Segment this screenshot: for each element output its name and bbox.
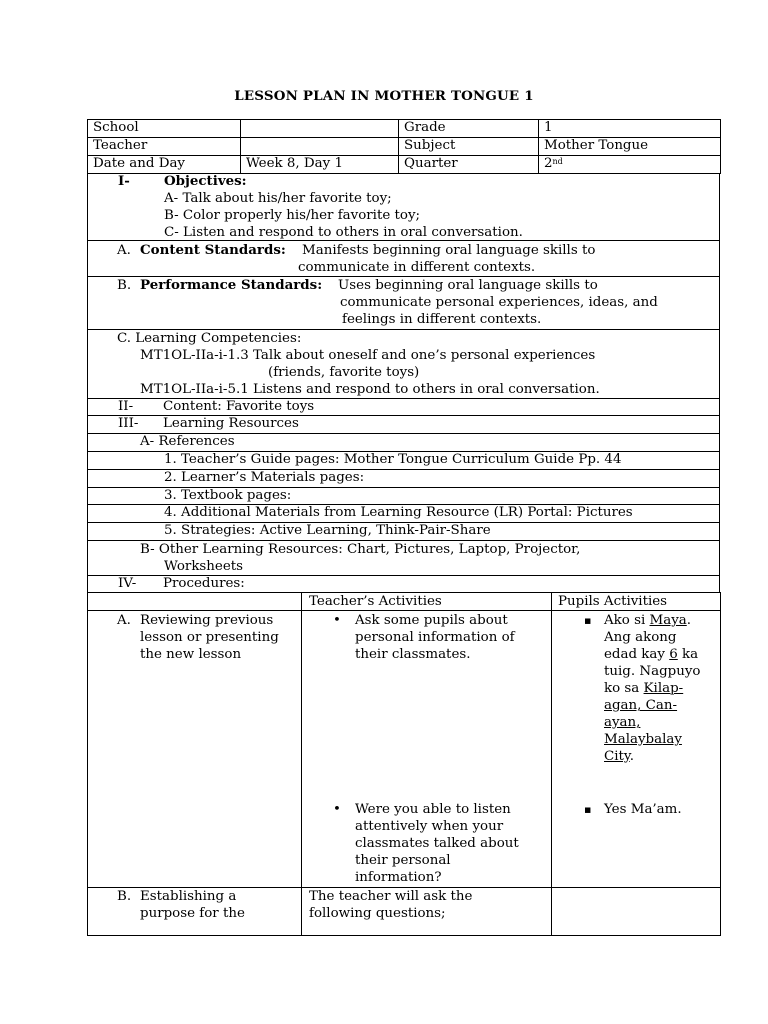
resources-block <box>87 416 720 434</box>
procedures-table <box>87 592 721 936</box>
row-a-label-cell <box>88 611 302 888</box>
other-resources-row <box>87 541 720 576</box>
competency-text: (friends, favorite toys) <box>268 365 420 380</box>
resource-item: 4. Additional Materials from Learning Resource (LR) Portal: Pictures <box>164 505 633 520</box>
row-a-prefix: A. <box>117 613 131 629</box>
resource-item: 1. Teacher’s Guide pages: Mother Tongue Curriculum Guide Pp. 44 <box>164 452 622 467</box>
pupil-activity-text: ayan, <box>604 715 641 731</box>
row-b-prefix: B. <box>117 889 132 905</box>
performance-standards-label: Performance Standards: <box>140 277 323 293</box>
pupils-activities-label: Pupils Activities <box>558 594 668 609</box>
resources-text: Learning Resources <box>163 416 299 431</box>
teacher-activities-label: Teacher’s Activities <box>309 594 442 609</box>
resource-item-row <box>87 452 720 470</box>
objective-item: B- Color properly his/her favorite toy; <box>164 208 421 223</box>
content-standards-text: communicate in different contexts. <box>298 260 536 275</box>
procedures-text: Procedures: <box>163 576 245 591</box>
pupil-activity-text: agan, Can- <box>604 698 678 714</box>
subject-label: Subject <box>399 138 539 156</box>
row-b-teacher-text: following questions; <box>309 906 446 922</box>
row-a-teacher-cell <box>302 611 552 888</box>
procedures-row <box>87 576 720 593</box>
objectives-numeral: I- <box>118 173 130 189</box>
performance-standards-block <box>87 277 720 330</box>
resources-numeral: III- <box>118 416 139 431</box>
competency-text: MT1OL-IIa-i-5.1 Listens and respond to others in oral conversation. <box>140 382 600 397</box>
resource-item-row <box>87 505 720 523</box>
competencies-heading: C. Learning Competencies: <box>117 331 302 346</box>
performance-standards-text: communicate personal experiences, ideas, and <box>340 295 658 310</box>
row-b-label: purpose for the <box>140 906 245 922</box>
resource-item: 3. Textbook pages: <box>164 488 292 503</box>
date-label: Date and Day <box>88 156 241 174</box>
row-b-label-cell <box>88 888 302 936</box>
teacher-activity-text: classmates talked about <box>355 836 519 852</box>
pupil-activity-bullet: ▪ Yes Ma’am. <box>604 801 682 818</box>
row-b-teacher-text: The teacher will ask the <box>309 889 473 905</box>
references-row <box>87 434 720 452</box>
references-text: A- References <box>140 434 235 449</box>
row-a-label: Reviewing previous <box>140 613 274 629</box>
pupil-activity-text: Ang akong <box>604 630 677 646</box>
performance-standards-prefix: B. <box>117 278 132 293</box>
school-label: School <box>88 120 241 138</box>
procedures-numeral: IV- <box>118 576 137 591</box>
content-numeral: II- <box>118 399 134 414</box>
resource-item-row <box>87 470 720 488</box>
objective-item: A- Talk about his/her favorite toy; <box>164 191 392 206</box>
teacher-activity-text: information? <box>355 870 442 886</box>
teacher-activities-header <box>302 593 552 611</box>
other-resources-text: B- Other Learning Resources: Chart, Pictures, Laptop, Projector, <box>140 542 581 557</box>
resource-item-row <box>87 488 720 505</box>
pupil-activity-text: tuig. Nagpuyo <box>604 664 701 680</box>
resource-item-row <box>87 523 720 541</box>
pupil-activity-text: City. <box>604 749 634 765</box>
quarter-value: 2nd <box>539 156 721 174</box>
grade-label: Grade <box>399 120 539 138</box>
teacher-activity-text: personal information of <box>355 630 515 646</box>
content-standards-block <box>87 241 720 277</box>
performance-standards-text: Uses beginning oral language skills to <box>338 278 598 293</box>
content-text: Content: Favorite toys <box>163 399 315 414</box>
date-value: Week 8, Day 1 <box>241 156 399 174</box>
pupil-activity-text: ko sa Kilap- <box>604 681 684 697</box>
objectives-heading: Objectives: <box>164 173 247 189</box>
row-b-pupils-cell <box>552 888 721 936</box>
objective-item: C- Listen and respond to others in oral conversation. <box>164 225 523 240</box>
content-standards-prefix: A. <box>117 243 131 258</box>
school-value <box>241 120 399 138</box>
objectives-block <box>87 173 720 241</box>
teacher-activity-text: attentively when your <box>355 819 504 835</box>
procedures-header-empty <box>88 593 302 611</box>
teacher-activity-text: their classmates. <box>355 647 471 663</box>
pupils-activities-header <box>552 593 721 611</box>
resource-item: 5. Strategies: Active Learning, Think-Pair-Share <box>164 523 491 538</box>
teacher-label: Teacher <box>88 138 241 156</box>
subject-value: Mother Tongue <box>539 138 721 156</box>
header-table <box>87 119 721 174</box>
pupil-activity-bullet: ▪ Ako si Maya. <box>604 612 691 629</box>
row-a-label: lesson or presenting <box>140 630 279 646</box>
content-standards-label: Content Standards: <box>140 242 286 258</box>
row-b-label: Establishing a <box>140 889 237 905</box>
teacher-value <box>241 138 399 156</box>
other-resources-text: Worksheets <box>164 559 244 574</box>
resource-item: 2. Learner’s Materials pages: <box>164 470 365 485</box>
pupil-activity-text: Malaybalay <box>604 732 682 748</box>
row-a-label: the new lesson <box>140 647 242 663</box>
row-b-teacher-cell <box>302 888 552 936</box>
competency-text: MT1OL-IIa-i-1.3 Talk about oneself and one’s personal experiences <box>140 348 596 363</box>
grade-value: 1 <box>539 120 721 138</box>
quarter-label: Quarter <box>399 156 539 174</box>
content-standards-text: Manifests beginning oral language skills to <box>302 243 596 258</box>
row-a-pupils-cell <box>552 611 721 888</box>
teacher-activity-text: their personal <box>355 853 451 869</box>
performance-standards-text: feelings in different contexts. <box>342 312 542 327</box>
pupil-activity-text: edad kay 6 ka <box>604 647 699 663</box>
page-title: LESSON PLAN IN MOTHER TONGUE 1 <box>234 88 534 104</box>
content-block <box>87 399 720 416</box>
competencies-block <box>87 330 720 399</box>
teacher-activity-bullet: • Were you able to listen <box>355 801 511 818</box>
teacher-activity-bullet: • Ask some pupils about <box>355 612 508 629</box>
